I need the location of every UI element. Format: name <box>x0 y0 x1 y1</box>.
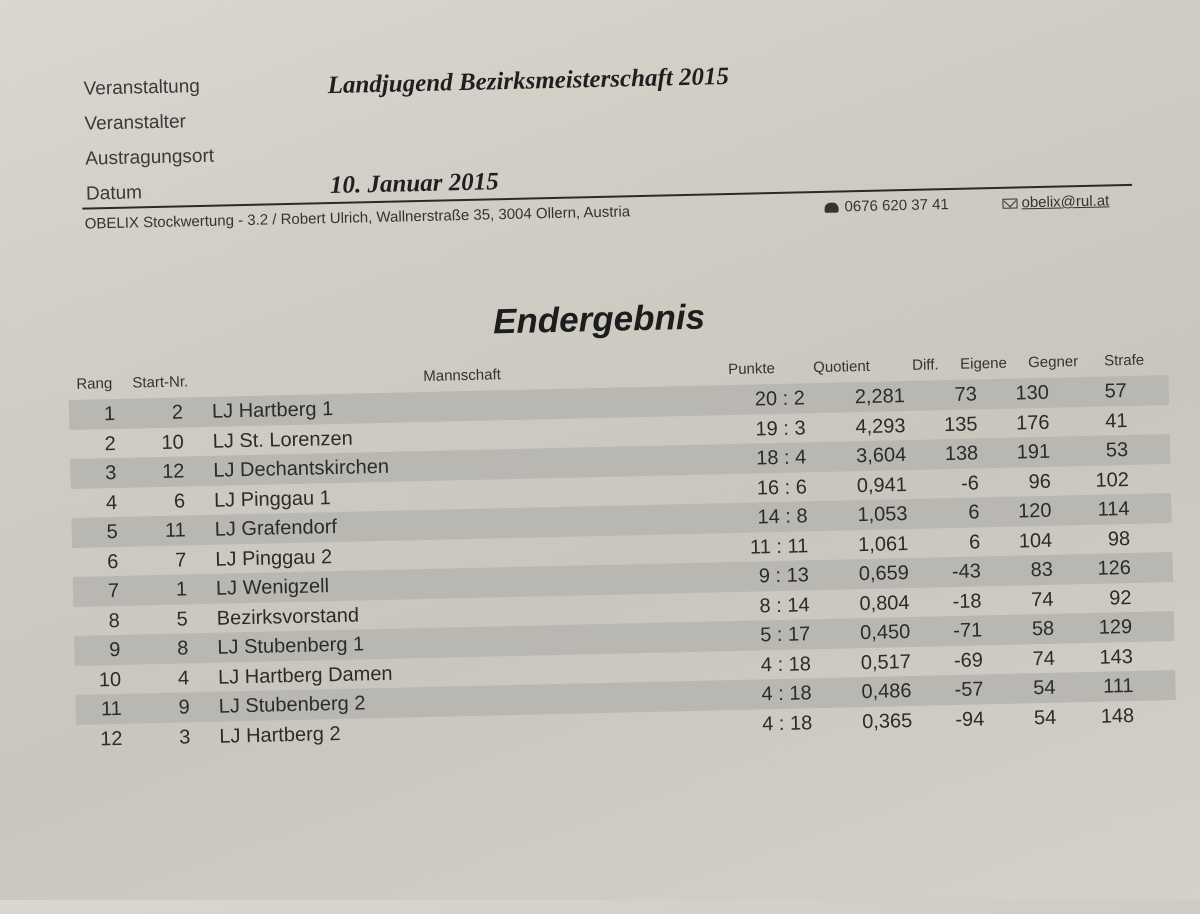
cell-punkte: 4 : 18 <box>761 682 812 706</box>
cell-eigene: 74 <box>1032 647 1056 670</box>
cell-eigene: 74 <box>1031 588 1054 611</box>
cell-punkte: 20 : 2 <box>754 387 806 411</box>
cell-start-nr: 6 <box>173 489 186 513</box>
cell-start-nr: 1 <box>175 578 188 601</box>
label-veranstalter: Veranstalter <box>84 111 187 135</box>
cell-rang: 10 <box>98 668 122 691</box>
col-rang: Rang <box>76 375 113 393</box>
cell-diff: 6 <box>968 530 981 554</box>
cell-eigene: 54 <box>1033 676 1056 700</box>
cell-mannschaft: Bezirksvorstand <box>216 604 360 630</box>
cell-start-nr: 9 <box>178 696 190 719</box>
col-mannschaft: Mannschaft <box>423 366 502 385</box>
cell-mannschaft: LJ Pinggau 2 <box>215 545 333 571</box>
cell-start-nr: 7 <box>175 548 187 572</box>
cell-rang: 12 <box>99 727 123 750</box>
cell-mannschaft: LJ Stubenberg 1 <box>217 633 365 659</box>
phone-number: 0676 620 37 41 <box>844 196 949 216</box>
col-start-nr: Start-Nr. <box>132 373 189 392</box>
cell-mannschaft: LJ Pinggau 1 <box>213 486 332 512</box>
cell-mannschaft: LJ Grafendorf <box>214 515 338 541</box>
cell-diff: 73 <box>954 383 978 406</box>
label-datum: Datum <box>85 182 143 205</box>
results-table <box>69 375 1177 754</box>
cell-diff: 138 <box>944 442 979 466</box>
cell-quotient: 3,604 <box>855 444 907 468</box>
cell-eigene: 54 <box>1033 706 1057 729</box>
cell-start-nr: 5 <box>176 607 188 631</box>
cell-mannschaft: LJ Hartberg 1 <box>211 398 334 423</box>
cell-quotient: 0,517 <box>860 650 912 674</box>
cell-eigene: 130 <box>1015 381 1050 405</box>
cell-eigene: 96 <box>1028 470 1052 493</box>
cell-mannschaft: LJ Stubenberg 2 <box>218 692 366 718</box>
cell-gegner: 41 <box>1104 409 1128 433</box>
cell-rang: 6 <box>107 550 119 573</box>
cell-start-nr: 10 <box>161 430 184 454</box>
cell-punkte: 4 : 18 <box>760 652 812 676</box>
cell-gegner: 57 <box>1104 380 1128 403</box>
cell-start-nr: 11 <box>164 519 186 542</box>
organizer-address: OBELIX Stockwertung - 3.2 / Robert Ulrich, Wallnerstraße 35, 3004 Ollern, Austria <box>84 203 631 233</box>
cell-diff: 6 <box>968 501 980 524</box>
cell-rang: 11 <box>100 697 123 721</box>
cell-diff: -57 <box>954 678 984 702</box>
email-link[interactable]: obelix@rul.at <box>1021 192 1110 212</box>
cell-diff: 135 <box>943 412 978 436</box>
cell-punkte: 9 : 13 <box>758 564 810 588</box>
cell-quotient: 0,365 <box>861 709 913 733</box>
cell-rang: 1 <box>103 402 116 426</box>
cell-diff: -43 <box>951 560 982 584</box>
cell-quotient: 2,281 <box>854 385 906 409</box>
cell-quotient: 0,659 <box>858 562 910 586</box>
cell-diff: -71 <box>953 619 983 643</box>
cell-start-nr: 12 <box>161 460 185 483</box>
event-date: 10. Januar 2015 <box>329 168 499 200</box>
cell-gegner: 53 <box>1105 439 1129 462</box>
cell-gegner: 111 <box>1102 674 1134 698</box>
cell-mannschaft: LJ Hartberg 2 <box>219 722 341 748</box>
cell-quotient: 0,450 <box>859 621 911 645</box>
cell-eigene: 83 <box>1030 558 1054 582</box>
cell-eigene: 120 <box>1017 499 1052 523</box>
cell-eigene: 58 <box>1031 617 1055 641</box>
cell-mannschaft: LJ St. Lorenzen <box>212 427 354 453</box>
cell-start-nr: 3 <box>179 725 191 749</box>
cell-diff: -94 <box>955 707 985 731</box>
cell-quotient: 0,941 <box>856 473 908 497</box>
cell-mannschaft: LJ Dechantskirchen <box>213 455 390 482</box>
cell-gegner: 92 <box>1108 586 1132 609</box>
cell-rang: 4 <box>105 491 118 514</box>
cell-gegner: 143 <box>1099 645 1134 669</box>
event-title: Landjugend Bezirksmeisterschaft 2015 <box>327 62 730 100</box>
cell-punkte: 11 : 11 <box>749 534 809 559</box>
cell-eigene: 176 <box>1015 411 1050 435</box>
label-austragungsort: Austragungsort <box>85 145 215 170</box>
col-gegner: Gegner <box>1027 353 1079 372</box>
cell-start-nr: 4 <box>177 666 190 690</box>
col-strafe: Strafe <box>1103 351 1145 370</box>
cell-punkte: 19 : 3 <box>755 416 806 440</box>
cell-diff: -69 <box>953 648 984 672</box>
cell-quotient: 1,061 <box>857 532 909 556</box>
cell-gegner: 148 <box>1100 704 1135 728</box>
cell-punkte: 14 : 8 <box>757 505 808 529</box>
cell-rang: 8 <box>108 609 120 632</box>
cell-start-nr: 2 <box>171 401 184 424</box>
cell-gegner: 98 <box>1107 527 1131 550</box>
cell-rang: 7 <box>107 579 120 603</box>
cell-punkte: 16 : 6 <box>756 475 808 499</box>
cell-gegner: 102 <box>1095 468 1130 492</box>
organizer-email <box>1002 192 1109 211</box>
cell-rang: 2 <box>104 432 116 455</box>
cell-mannschaft: LJ Hartberg Damen <box>217 662 393 689</box>
cell-diff: -6 <box>960 471 980 495</box>
label-veranstaltung: Veranstaltung <box>83 75 201 100</box>
cell-gegner: 114 <box>1097 498 1130 521</box>
telephone-icon <box>824 203 838 213</box>
cell-quotient: 1,053 <box>857 503 908 527</box>
col-quotient: Quotient <box>812 357 871 377</box>
cell-eigene: 191 <box>1016 440 1051 464</box>
cell-gegner: 126 <box>1097 556 1132 580</box>
cell-punkte: 8 : 14 <box>759 593 810 617</box>
cell-quotient: 0,804 <box>859 591 910 615</box>
cell-quotient: 4,293 <box>855 414 906 438</box>
cell-mannschaft: LJ Wenigzell <box>215 575 330 600</box>
cell-gegner: 129 <box>1098 615 1133 639</box>
cell-rang: 9 <box>109 638 121 662</box>
cell-diff: -18 <box>952 589 982 613</box>
cell-punkte: 18 : 4 <box>755 446 807 470</box>
envelope-icon <box>1002 198 1017 208</box>
col-punkte: Punkte <box>728 360 776 379</box>
col-diff: Diff. <box>911 356 939 374</box>
meta-labels <box>83 69 215 212</box>
cell-rang: 3 <box>105 461 117 485</box>
cell-eigene: 104 <box>1018 529 1053 553</box>
page-title: Endergebnis <box>492 297 706 342</box>
organizer-phone <box>824 196 949 216</box>
col-eigene: Eigene <box>959 354 1008 373</box>
cell-quotient: 0,486 <box>861 679 912 704</box>
cell-punkte: 4 : 18 <box>761 711 813 735</box>
cell-punkte: 5 : 17 <box>759 623 811 647</box>
cell-start-nr: 8 <box>177 637 189 660</box>
cell-rang: 5 <box>106 520 118 544</box>
